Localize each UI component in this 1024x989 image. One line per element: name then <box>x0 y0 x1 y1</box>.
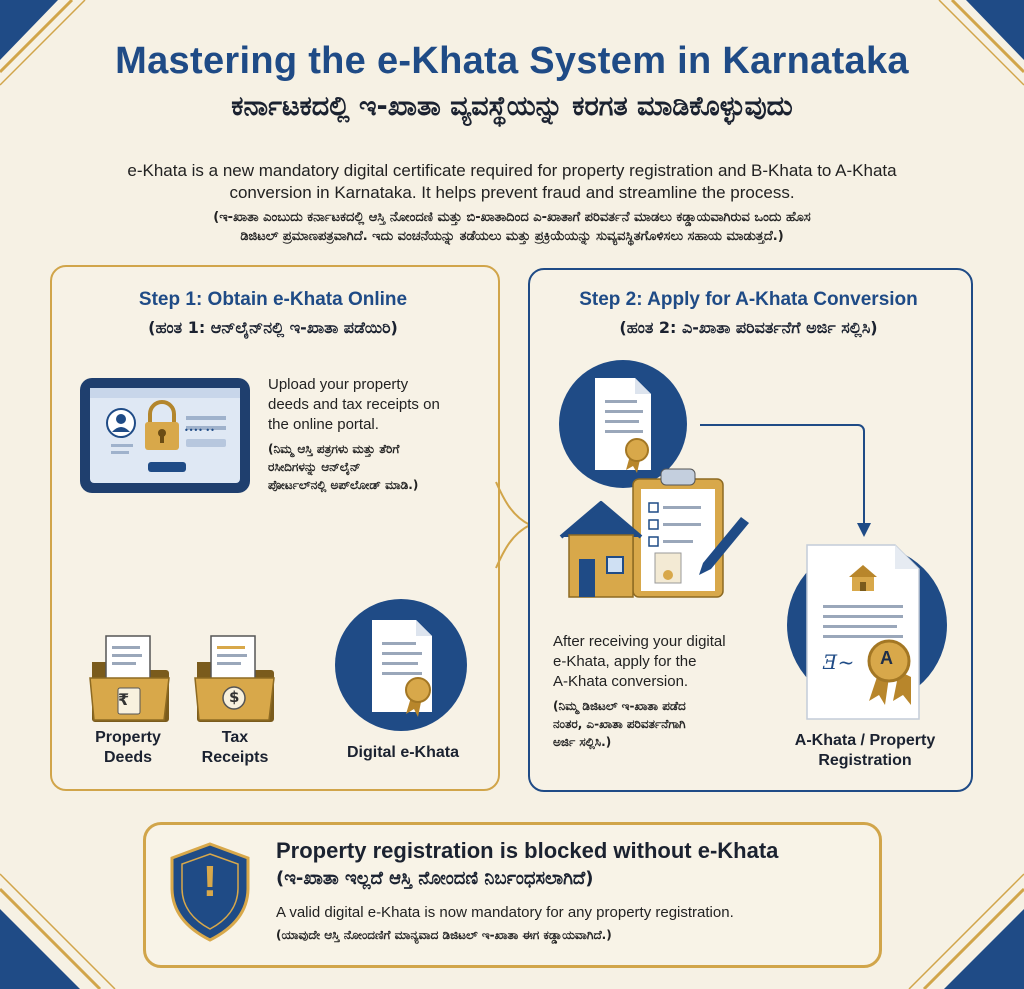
page-title-kannada: ಕರ್ನಾಟಕದಲ್ಲಿ ಇ-ಖಾತಾ ವ್ಯವಸ್ಥೆಯನ್ನು ಕರಗತ ಮಾಡಿಕೊಳ್ಳುವುದು <box>231 91 793 122</box>
tablet-portal-icon <box>78 376 253 496</box>
step2-description <box>553 632 726 692</box>
akhata-label-line-1: A-Khata / Property <box>794 732 936 749</box>
property-deeds-label-line-1: Property <box>95 729 161 746</box>
property-deeds-folder-icon <box>88 632 172 724</box>
warning-title-kannada: (ಇ-ಖಾತಾ ಇಲ್ಲದೆ ಆಸ್ತಿ ನೋಂದಣಿ ನಿರ್ಬಂಧಸಲಾಗಿದೆ) <box>276 868 594 889</box>
step2-kn-line-3: ಅರ್ಜಿ ಸಲ್ಲಿಸಿ.) <box>553 735 612 749</box>
step2-kn-line-2: ನಂತರ, ಎ-ಖಾತಾ ಪರಿವರ್ತನೆಗಾಗಿ <box>553 717 686 731</box>
step1-title-kannada: (ಹಂತ 1: ಆನ್‌ಲೈನ್‌ನಲ್ಲಿ ಇ-ಖಾತಾ ಪಡೆಯಿರಿ) <box>148 318 398 337</box>
step1-text-line-2: deeds and tax receipts on <box>268 396 440 413</box>
warning-title: Property registration is blocked without e-Khata <box>276 838 779 863</box>
step2-text-line-1: After receiving your digital <box>553 633 726 650</box>
warning-text-kannada: (ಯಾವುದೇ ಆಸ್ತಿ ನೋಂದಣಿಗೆ ಮಾನ್ಯವಾದ ಡಿಜಿಟಲ್ ಇ-ಖಾತಾ ಈಗ ಕಡ್ಡಾಯವಾಗಿದೆ.) <box>276 928 612 942</box>
tax-receipts-label <box>185 728 285 768</box>
akhata-certificate-icon <box>783 525 951 725</box>
page-title: Mastering the e-Khata System in Karnataka <box>115 40 909 82</box>
intro-kn-line-2: ಡಿಜಿಟಲ್ ಪ್ರಮಾಣಪತ್ರವಾಗಿದೆ. ಇದು ವಂಚನೆಯನ್ನು ತಡೆಯಲು ಮತ್ತು ಪ್ರಕ್ರಿಯೆಯನ್ನು ಸುವ್ಯವಸ್ಥಿತಗೊಳಿಸಲು ಸಹಾಯ ಮಾಡುತ್ತದೆ.) <box>240 229 784 244</box>
akhata-registration-label <box>770 731 960 771</box>
step2-title: Step 2: Apply for A-Khata Conversion <box>579 289 918 310</box>
step1-kn-line-2: ರಸೀದಿಗಳನ್ನು ಆನ್‌ಲೈನ್ <box>268 460 361 474</box>
step2-description-kannada <box>553 697 686 751</box>
step2-text-line-3: A-Khata conversion. <box>553 673 689 690</box>
intro-text <box>60 160 964 204</box>
step1-kn-line-1: (ನಿಮ್ಮ ಆಸ್ತಿ ಪತ್ರಗಳು ಮತ್ತು ತೆರಿಗೆ <box>268 442 400 456</box>
property-deeds-label <box>78 728 178 768</box>
step1-description-kannada <box>268 440 418 494</box>
intro-kn-line-1: (ಇ-ಖಾತಾ ಎಂಬುದು ಕರ್ನಾಟಕದಲ್ಲಿ ಆಸ್ತಿ ನೋಂದಣಿ ಮತ್ತು ಬಿ-ಖಾತಾದಿಂದ ಎ-ಖಾತಾಗೆ ಪರಿವರ್ತನೆ ಮಾಡಲು ಕಡ್ಡಾಯವಾಗಿರುವ ಒಂದು ಹೊಸ <box>213 210 811 225</box>
akhata-label-line-2: Registration <box>818 752 912 769</box>
house-clipboard-application-icon <box>553 465 753 605</box>
step2-title-kannada: (ಹಂತ 2: ಎ-ಖಾತಾ ಪರಿವರ್ತನೆಗೆ ಅರ್ಜಿ ಸಲ್ಲಿಸಿ) <box>619 318 878 337</box>
property-deeds-label-line-2: Deeds <box>103 749 153 766</box>
step2-text-line-2: e-Khata, apply for the <box>553 653 697 670</box>
step1-kn-line-3: ಪೋರ್ಟಲ್‌ನಲ್ಲಿ ಅಪ್‌ಲೋಡ್ ಮಾಡಿ.) <box>268 478 419 492</box>
intro-line-1: e-Khata is a new mandatory digital certificate required for property registration and B-Khata to A-Khata <box>127 161 897 180</box>
akhata-signature: Ǝ~ <box>823 650 855 674</box>
step2-kn-line-1: (ನಿಮ್ಮ ಡಿಜಿಟಲ್ ಇ-ಖಾತಾ ಪಡೆದ <box>553 699 686 713</box>
step1-text-line-1: Upload your property <box>268 376 409 393</box>
tax-receipts-folder-icon <box>193 632 277 724</box>
corner-decoration-bottom-right <box>904 869 1024 989</box>
step1-text-line-3: the online portal. <box>268 416 379 433</box>
dollar-icon: $ <box>229 688 240 706</box>
portal-dots: •••• •• <box>184 426 215 435</box>
tax-receipts-label-line-2: Receipts <box>201 749 269 766</box>
tax-receipts-label-line-1: Tax <box>221 729 249 746</box>
intro-line-2: conversion in Karnataka. It helps prevent fraud and streamline the process. <box>229 183 795 202</box>
step1-title: Step 1: Obtain e-Khata Online <box>138 289 408 310</box>
step1-description <box>268 375 440 435</box>
warning-exclamation-icon: ! <box>202 857 218 906</box>
digital-ekhata-certificate-icon <box>330 598 472 732</box>
digital-ekhata-label: Digital e-Khata <box>346 744 459 761</box>
intro-text-kannada <box>60 208 964 246</box>
akhata-seal-letter: A <box>880 648 893 668</box>
corner-decoration-bottom-left <box>0 869 120 989</box>
warning-text: A valid digital e-Khata is now mandatory for any property registration. <box>276 904 734 921</box>
rupee-icon: ₹ <box>118 690 130 709</box>
